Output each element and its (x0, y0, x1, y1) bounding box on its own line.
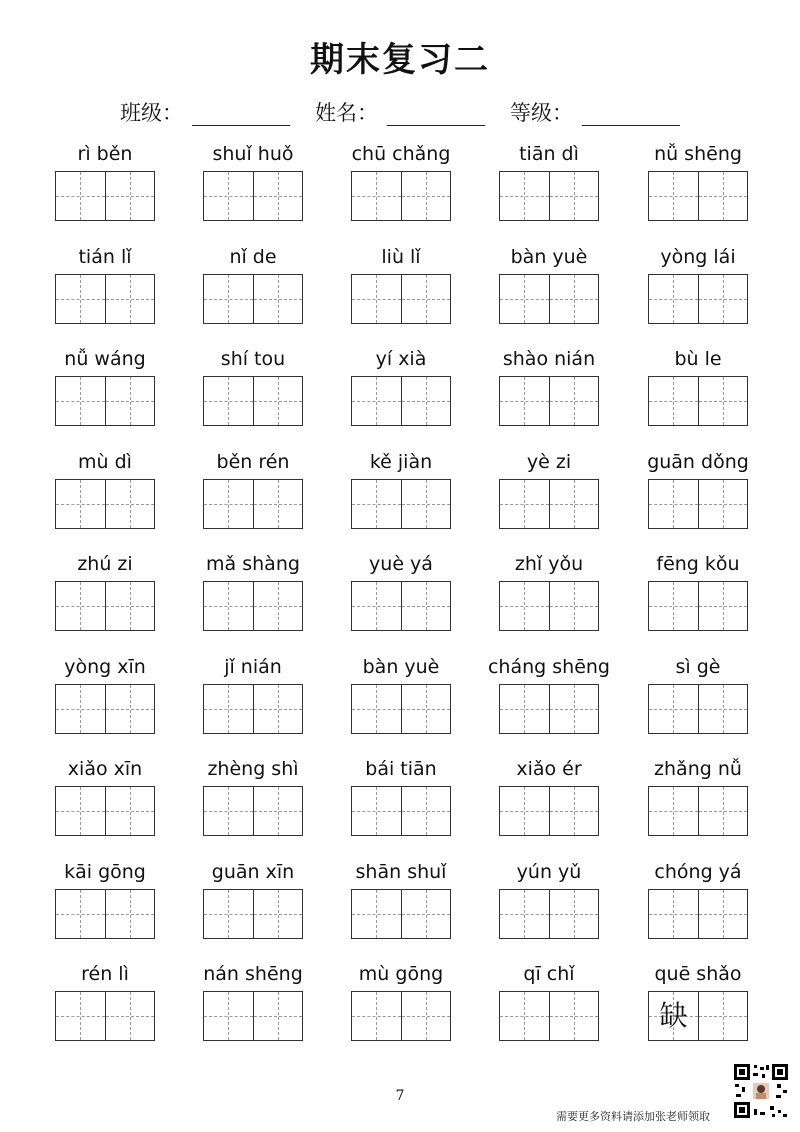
word-cell (351, 243, 451, 335)
character-box[interactable] (105, 172, 155, 220)
grade-field[interactable] (510, 100, 573, 130)
character-box[interactable] (401, 685, 451, 733)
character-box[interactable] (649, 275, 698, 323)
character-box[interactable] (105, 377, 155, 425)
word-cell (648, 243, 748, 335)
grade-label: 等级： (510, 101, 573, 125)
tianzige-boxes (648, 479, 748, 529)
word-cell (55, 653, 155, 745)
word-cell (499, 755, 599, 847)
word-cell (648, 140, 748, 232)
word-cell (203, 755, 303, 847)
class-blank[interactable] (192, 125, 290, 126)
class-label: 班级： (120, 101, 183, 125)
pinyin-label: tián lǐ (78, 245, 132, 268)
pinyin-label: mǎ shàng (206, 553, 300, 575)
word-cell (499, 448, 599, 540)
word-cell (499, 960, 599, 1052)
tianzige-boxes (351, 581, 451, 631)
character-box[interactable] (204, 172, 253, 220)
word-cell (55, 345, 155, 437)
pinyin-label: sì gè (675, 655, 721, 678)
word-cell (648, 960, 748, 1052)
tianzige-boxes (55, 274, 155, 324)
character-box[interactable] (500, 480, 549, 528)
character-box[interactable] (401, 480, 451, 528)
character-box[interactable] (698, 787, 748, 835)
word-cell (351, 140, 451, 232)
pinyin-label: quē shǎo (654, 963, 742, 985)
tianzige-boxes (203, 479, 303, 529)
pinyin-label: mù gōng (358, 963, 444, 985)
tianzige-boxes (648, 991, 748, 1041)
character-box[interactable] (352, 275, 401, 323)
tianzige-boxes (499, 786, 599, 836)
character-box[interactable] (698, 275, 748, 323)
character-box[interactable] (698, 377, 748, 425)
character-box[interactable] (56, 787, 105, 835)
pinyin-label: fēng kǒu (656, 553, 740, 575)
pinyin-label: rén lì (81, 963, 129, 985)
word-cell (648, 858, 748, 950)
character-box[interactable] (698, 480, 748, 528)
word-cell (487, 653, 610, 745)
word-cell (351, 448, 451, 540)
character-box[interactable] (649, 890, 698, 938)
character-box[interactable] (649, 992, 698, 1040)
character-box[interactable] (401, 787, 451, 835)
tianzige-boxes (351, 171, 451, 221)
character-box[interactable] (352, 685, 401, 733)
character-box[interactable] (56, 890, 105, 938)
character-box[interactable] (105, 685, 155, 733)
character-box[interactable] (549, 992, 599, 1040)
word-cell (203, 653, 303, 745)
word-cell (648, 345, 748, 437)
pinyin-label: yòng lái (660, 245, 736, 268)
tianzige-boxes (55, 991, 155, 1041)
pinyin-label: tiān dì (519, 143, 579, 165)
character-box[interactable] (204, 480, 253, 528)
tianzige-boxes (55, 171, 155, 221)
tianzige-boxes (499, 171, 599, 221)
pinyin-label: shuǐ huǒ (212, 143, 294, 165)
word-cell (648, 755, 748, 847)
character-box[interactable] (500, 582, 549, 630)
tianzige-boxes (351, 889, 451, 939)
character-box[interactable] (56, 480, 105, 528)
pinyin-label: chū chǎng (351, 143, 451, 165)
tianzige-boxes (203, 684, 303, 734)
character-box[interactable] (253, 582, 303, 630)
pinyin-label: rì běn (77, 143, 133, 165)
word-cell (55, 960, 155, 1052)
character-box[interactable] (253, 685, 303, 733)
character-box[interactable] (649, 480, 698, 528)
character-box[interactable] (500, 685, 549, 733)
character-box[interactable] (549, 582, 599, 630)
character-box[interactable] (105, 582, 155, 630)
tianzige-boxes (648, 376, 748, 426)
character-box[interactable] (500, 172, 549, 220)
pinyin-label: jǐ nián (224, 655, 282, 678)
character-box[interactable] (549, 275, 599, 323)
character-box[interactable] (549, 172, 599, 220)
character-box[interactable] (56, 992, 105, 1040)
pinyin-label: yí xià (375, 348, 427, 370)
character-box[interactable] (105, 890, 155, 938)
tianzige-boxes (55, 376, 155, 426)
character-box[interactable] (549, 685, 599, 733)
character-box[interactable] (401, 582, 451, 630)
word-cell (351, 858, 451, 950)
pinyin-label: mù dì (78, 450, 132, 473)
character-box[interactable] (352, 377, 401, 425)
character-box[interactable] (56, 377, 105, 425)
filled-character: 缺 (659, 999, 688, 1032)
word-cell (351, 755, 451, 847)
tianzige-boxes (55, 684, 155, 734)
pinyin-label: bàn yuè (510, 245, 588, 268)
character-box[interactable] (204, 890, 253, 938)
character-box[interactable] (253, 172, 303, 220)
word-cell (203, 140, 303, 232)
character-box[interactable] (698, 582, 748, 630)
tianzige-boxes (203, 786, 303, 836)
name-field[interactable] (315, 100, 378, 130)
pinyin-label: yuè yá (369, 553, 433, 575)
character-box[interactable] (56, 685, 105, 733)
tianzige-boxes (351, 786, 451, 836)
word-cell (55, 858, 155, 950)
character-box[interactable] (204, 582, 253, 630)
character-box[interactable] (56, 582, 105, 630)
word-cell (203, 960, 303, 1052)
word-cell (55, 550, 155, 642)
name-label: 姓名： (315, 101, 378, 125)
character-box[interactable] (401, 172, 451, 220)
page-title: 期末复习二 (310, 40, 490, 80)
pinyin-label: kāi gōng (64, 860, 146, 883)
character-box[interactable] (352, 787, 401, 835)
tianzige-boxes (55, 479, 155, 529)
pinyin-label: cháng shēng (487, 655, 610, 678)
tianzige-boxes (499, 889, 599, 939)
character-box[interactable] (698, 890, 748, 938)
word-cell (55, 448, 155, 540)
character-box[interactable] (649, 787, 698, 835)
pinyin-label: xiǎo ér (516, 758, 582, 780)
pinyin-label: nán shēng (203, 963, 303, 985)
character-box[interactable] (500, 787, 549, 835)
word-cell (203, 243, 303, 335)
pinyin-label: guān dǒng (647, 450, 749, 473)
character-box[interactable] (549, 377, 599, 425)
pinyin-label: zhèng shì (207, 758, 299, 780)
character-box[interactable] (253, 275, 303, 323)
character-box[interactable] (204, 992, 253, 1040)
character-box[interactable] (649, 685, 698, 733)
word-cell (55, 243, 155, 335)
character-box[interactable] (253, 787, 303, 835)
character-box[interactable] (253, 992, 303, 1040)
page-number: 7 (395, 1088, 405, 1104)
tianzige-boxes (648, 274, 748, 324)
character-box[interactable] (549, 890, 599, 938)
pinyin-label: kě jiàn (369, 450, 433, 473)
pinyin-label: xiǎo xīn (67, 758, 143, 780)
pinyin-label: nǚ shēng (654, 143, 742, 165)
character-box[interactable] (649, 377, 698, 425)
character-box[interactable] (549, 787, 599, 835)
word-cell (203, 345, 303, 437)
character-box[interactable] (500, 890, 549, 938)
tianzige-boxes (499, 376, 599, 426)
grade-blank[interactable] (582, 125, 680, 126)
word-cell (499, 140, 599, 232)
character-box[interactable] (352, 582, 401, 630)
pinyin-label: běn rén (216, 450, 290, 473)
word-cell (351, 550, 451, 642)
character-box[interactable] (352, 480, 401, 528)
character-box[interactable] (56, 275, 105, 323)
tianzige-boxes (55, 889, 155, 939)
character-box[interactable] (401, 992, 451, 1040)
word-cell (55, 755, 155, 847)
word-cell (499, 243, 599, 335)
pinyin-label: zhǐ yǒu (514, 553, 584, 575)
character-box[interactable] (500, 377, 549, 425)
tianzige-boxes (499, 684, 599, 734)
tianzige-boxes (499, 274, 599, 324)
character-box[interactable] (401, 377, 451, 425)
word-cell (499, 858, 599, 950)
tianzige-boxes (351, 991, 451, 1041)
character-box[interactable] (105, 992, 155, 1040)
tianzige-boxes (351, 274, 451, 324)
tianzige-boxes (499, 581, 599, 631)
character-box[interactable] (549, 480, 599, 528)
pinyin-label: yún yǔ (516, 860, 582, 883)
character-box[interactable] (204, 275, 253, 323)
student-info-row (0, 100, 800, 130)
pinyin-label: guān xīn (211, 860, 295, 883)
tianzige-boxes (203, 991, 303, 1041)
word-cell (55, 140, 155, 232)
tianzige-boxes (351, 684, 451, 734)
character-box[interactable] (698, 685, 748, 733)
character-box[interactable] (105, 480, 155, 528)
tianzige-boxes (203, 171, 303, 221)
character-box[interactable] (352, 890, 401, 938)
pinyin-label: zhǎng nǚ (654, 758, 742, 780)
character-box[interactable] (56, 172, 105, 220)
tianzige-boxes (648, 581, 748, 631)
pinyin-label: yè zi (526, 450, 572, 473)
word-cell (351, 345, 451, 437)
character-box[interactable] (253, 377, 303, 425)
word-cell (203, 550, 303, 642)
word-cell (203, 858, 303, 950)
character-box[interactable] (698, 992, 748, 1040)
tianzige-boxes (499, 479, 599, 529)
character-box[interactable] (105, 275, 155, 323)
pinyin-label: shào nián (502, 348, 596, 370)
tianzige-boxes (203, 889, 303, 939)
pinyin-label: yòng xīn (64, 655, 146, 678)
pinyin-label: bái tiān (365, 758, 437, 780)
character-box[interactable] (401, 890, 451, 938)
tianzige-boxes (499, 991, 599, 1041)
word-cell (648, 653, 748, 745)
character-box[interactable] (352, 172, 401, 220)
word-cell (351, 960, 451, 1052)
class-field[interactable] (120, 100, 183, 130)
word-cell (351, 653, 451, 745)
character-box[interactable] (698, 172, 748, 220)
tianzige-boxes (648, 171, 748, 221)
pinyin-label: bàn yuè (362, 655, 440, 678)
character-box[interactable] (401, 275, 451, 323)
word-cell (499, 550, 599, 642)
word-cell (648, 448, 748, 540)
character-box[interactable] (105, 787, 155, 835)
tianzige-boxes (55, 786, 155, 836)
tianzige-boxes (351, 376, 451, 426)
character-box[interactable] (649, 582, 698, 630)
pinyin-label: shān shuǐ (355, 860, 447, 883)
tianzige-boxes (648, 684, 748, 734)
pinyin-label: nǚ wáng (64, 348, 146, 370)
pinyin-label: zhú zi (77, 553, 133, 575)
character-box[interactable] (204, 377, 253, 425)
tianzige-boxes (203, 376, 303, 426)
pinyin-label: qī chǐ (523, 963, 575, 985)
word-cell (203, 448, 303, 540)
pinyin-label: shí tou (220, 348, 286, 370)
name-blank[interactable] (387, 125, 485, 126)
pinyin-label: chóng yá (654, 860, 742, 883)
pinyin-label: liù lǐ (381, 245, 421, 268)
tianzige-boxes (648, 786, 748, 836)
footer-note: 需要更多资料请添加张老师领取 (556, 1110, 710, 1123)
character-box[interactable] (500, 275, 549, 323)
word-cell (648, 550, 748, 642)
tianzige-boxes (648, 889, 748, 939)
character-box[interactable] (649, 172, 698, 220)
pinyin-label: bù le (674, 348, 722, 370)
character-box[interactable] (253, 480, 303, 528)
tianzige-boxes (203, 581, 303, 631)
pinyin-label: nǐ de (229, 245, 277, 268)
character-box[interactable] (253, 890, 303, 938)
tianzige-boxes (55, 581, 155, 631)
character-box[interactable] (500, 992, 549, 1040)
character-box[interactable] (204, 685, 253, 733)
word-cell (499, 345, 599, 437)
character-box[interactable] (204, 787, 253, 835)
character-box[interactable] (352, 992, 401, 1040)
tianzige-boxes (351, 479, 451, 529)
tianzige-boxes (203, 274, 303, 324)
qr-code-icon (732, 1062, 790, 1120)
